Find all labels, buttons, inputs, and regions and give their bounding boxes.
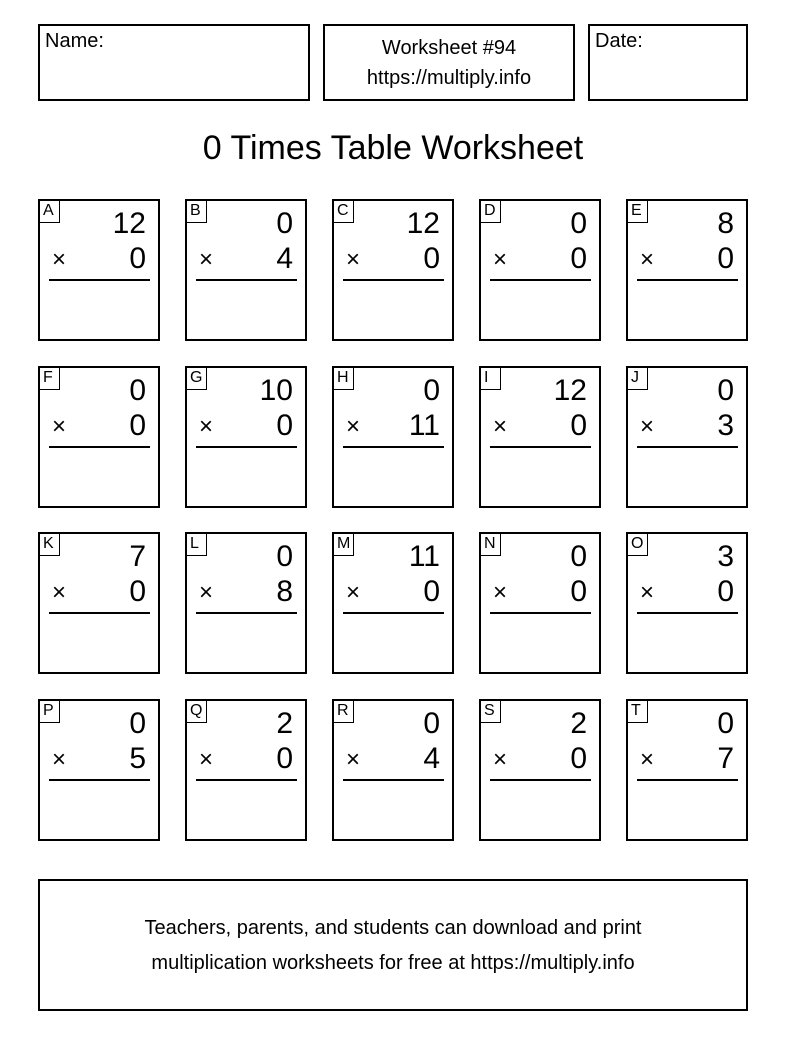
answer-line	[196, 612, 297, 614]
problem-card-t[interactable]	[626, 699, 748, 841]
times-sign: ×	[493, 246, 508, 273]
problem-letter: S	[481, 701, 501, 723]
problem-grid	[38, 199, 749, 842]
problem-card-b[interactable]	[185, 199, 307, 341]
times-sign: ×	[52, 413, 67, 440]
problem-letter: P	[40, 701, 60, 723]
times-sign: ×	[52, 579, 67, 606]
multiplier: 0	[570, 742, 587, 775]
times-sign: ×	[640, 579, 655, 606]
multiplier: 8	[276, 575, 293, 608]
multiplier: 0	[276, 409, 293, 442]
worksheet-info-box	[323, 24, 575, 101]
times-sign: ×	[346, 413, 361, 440]
problem-card-e[interactable]	[626, 199, 748, 341]
worksheet-number: Worksheet #94	[381, 37, 517, 59]
problem-card-k[interactable]	[38, 532, 160, 674]
problem-letter: H	[334, 368, 354, 390]
problem-card-q[interactable]	[185, 699, 307, 841]
answer-line	[343, 446, 444, 448]
problem-letter: B	[187, 201, 207, 223]
problem-card-m[interactable]	[332, 532, 454, 674]
times-sign: ×	[199, 579, 214, 606]
problem-letter: Q	[187, 701, 207, 723]
answer-line	[490, 279, 591, 281]
answer-line	[637, 279, 738, 281]
date-field[interactable]	[588, 24, 748, 101]
times-sign: ×	[52, 246, 67, 273]
problem-letter: G	[187, 368, 207, 390]
problem-letter: O	[628, 534, 648, 556]
problem-letter: M	[334, 534, 354, 556]
times-sign: ×	[640, 246, 655, 273]
answer-line	[490, 446, 591, 448]
times-sign: ×	[199, 413, 214, 440]
multiplier: 0	[276, 742, 293, 775]
times-sign: ×	[199, 246, 214, 273]
problem-card-o[interactable]	[626, 532, 748, 674]
multiplier: 7	[717, 742, 734, 775]
answer-line	[637, 779, 738, 781]
footer-line-1: Teachers, parents, and students can download and print	[144, 917, 642, 939]
problem-letter: L	[187, 534, 207, 556]
multiplicand: 12	[553, 374, 587, 407]
multiplicand: 8	[717, 207, 734, 240]
multiplicand: 0	[570, 207, 587, 240]
multiplicand: 0	[129, 374, 146, 407]
footer-box	[38, 879, 748, 1011]
multiplicand: 7	[129, 540, 146, 573]
problem-letter: T	[628, 701, 648, 723]
times-sign: ×	[640, 746, 655, 773]
multiplicand: 0	[717, 374, 734, 407]
multiplier: 0	[570, 409, 587, 442]
times-sign: ×	[346, 246, 361, 273]
multiplier: 0	[570, 575, 587, 608]
answer-line	[49, 446, 150, 448]
page-title: 0 Times Table Worksheet	[202, 129, 584, 167]
answer-line	[49, 779, 150, 781]
problem-card-d[interactable]	[479, 199, 601, 341]
problem-card-r[interactable]	[332, 699, 454, 841]
problem-letter: F	[40, 368, 60, 390]
problem-card-j[interactable]	[626, 366, 748, 508]
times-sign: ×	[199, 746, 214, 773]
multiplier: 4	[423, 742, 440, 775]
answer-line	[490, 612, 591, 614]
answer-line	[343, 612, 444, 614]
problem-card-h[interactable]	[332, 366, 454, 508]
problem-letter: I	[481, 368, 501, 390]
times-sign: ×	[493, 579, 508, 606]
multiplicand: 12	[112, 207, 146, 240]
footer-line-2: multiplication worksheets for free at https://multiply.info	[151, 952, 635, 974]
times-sign: ×	[640, 413, 655, 440]
multiplier: 4	[276, 242, 293, 275]
problem-card-n[interactable]	[479, 532, 601, 674]
multiplicand: 0	[276, 207, 293, 240]
name-label: Name:	[45, 30, 104, 52]
multiplicand: 0	[276, 540, 293, 573]
problem-letter: R	[334, 701, 354, 723]
multiplier: 0	[423, 575, 440, 608]
problem-letter: K	[40, 534, 60, 556]
multiplier: 0	[129, 575, 146, 608]
multiplicand: 0	[570, 540, 587, 573]
problem-letter: D	[481, 201, 501, 223]
multiplicand: 11	[408, 540, 440, 573]
multiplier: 0	[129, 242, 146, 275]
multiplier: 11	[408, 409, 440, 442]
times-sign: ×	[52, 746, 67, 773]
date-label: Date:	[595, 30, 643, 52]
multiplier: 0	[717, 575, 734, 608]
problem-card-s[interactable]	[479, 699, 601, 841]
times-sign: ×	[346, 579, 361, 606]
multiplicand: 0	[423, 374, 440, 407]
answer-line	[343, 279, 444, 281]
problem-card-i[interactable]	[479, 366, 601, 508]
times-sign: ×	[346, 746, 361, 773]
answer-line	[637, 612, 738, 614]
multiplier: 3	[717, 409, 734, 442]
problem-card-l[interactable]	[185, 532, 307, 674]
multiplier: 0	[570, 242, 587, 275]
problem-letter: J	[628, 368, 648, 390]
problem-card-c[interactable]	[332, 199, 454, 341]
multiplicand: 2	[570, 707, 587, 740]
name-field[interactable]	[38, 24, 310, 101]
problem-letter: A	[40, 201, 60, 223]
multiplier: 0	[423, 242, 440, 275]
answer-line	[196, 446, 297, 448]
multiplicand: 2	[276, 707, 293, 740]
multiplicand: 0	[129, 707, 146, 740]
problem-card-a[interactable]	[38, 199, 160, 341]
times-sign: ×	[493, 413, 508, 440]
answer-line	[490, 779, 591, 781]
answer-line	[196, 779, 297, 781]
problem-card-p[interactable]	[38, 699, 160, 841]
multiplier: 0	[129, 409, 146, 442]
answer-line	[343, 779, 444, 781]
answer-line	[637, 446, 738, 448]
site-url: https://multiply.info	[366, 67, 532, 89]
problem-card-g[interactable]	[185, 366, 307, 508]
multiplicand: 0	[717, 707, 734, 740]
multiplicand: 10	[259, 374, 293, 407]
problem-card-f[interactable]	[38, 366, 160, 508]
multiplier: 5	[129, 742, 146, 775]
answer-line	[196, 279, 297, 281]
multiplicand: 12	[406, 207, 440, 240]
times-sign: ×	[493, 746, 508, 773]
problem-letter: E	[628, 201, 648, 223]
multiplier: 0	[717, 242, 734, 275]
answer-line	[49, 612, 150, 614]
multiplicand: 0	[423, 707, 440, 740]
problem-letter: C	[334, 201, 354, 223]
answer-line	[49, 279, 150, 281]
problem-letter: N	[481, 534, 501, 556]
multiplicand: 3	[717, 540, 734, 573]
